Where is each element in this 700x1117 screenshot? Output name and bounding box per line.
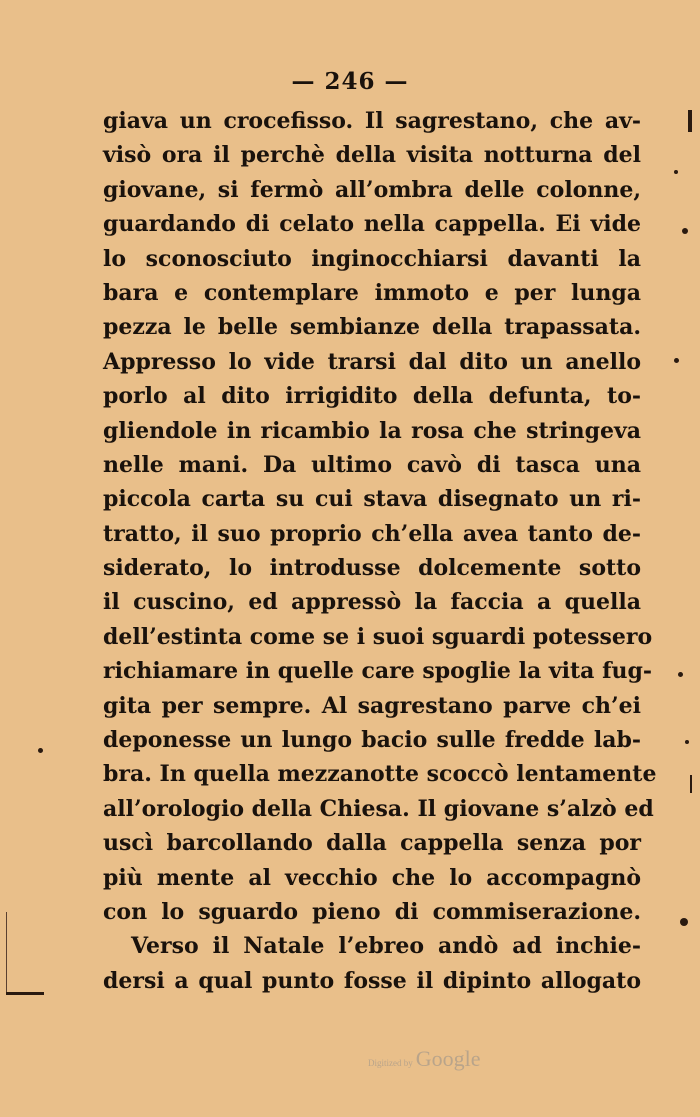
scan-speck — [685, 740, 689, 744]
body-text — [103, 104, 657, 998]
text-line: gliendole in ricambio la rosa che stringeva — [103, 417, 641, 444]
digitized-watermark — [368, 1046, 481, 1072]
text-line: richiamare in quelle care spoglie la vita fug- — [103, 658, 653, 685]
text-line: deponesse un lungo bacio sulle fredde lab- — [103, 727, 641, 754]
text-line: giava un crocefisso. Il sagrestano, che av- — [103, 108, 641, 134]
watermark-small-text: Digitized by — [368, 1058, 413, 1068]
watermark-logo-text: Google — [415, 1046, 481, 1071]
text-line: siderato, lo introdusse dolcemente sotto — [103, 555, 641, 582]
text-line: bara e contemplare immoto e per lunga — [103, 279, 641, 306]
text-line: all’orologio della Chiesa. Il giovane s’alzò ed — [103, 795, 654, 822]
text-line: guardando di celato nella cappella. Ei vide — [103, 211, 641, 238]
text-line: dell’estinta come se i suoi sguardi potessero — [103, 623, 653, 650]
text-line: piccola carta su cui stava disegnato un ri- — [103, 486, 641, 513]
scan-speck — [674, 170, 678, 174]
scan-speck — [38, 748, 43, 753]
text-line: porlo al dito irrigidito della defunta, to- — [103, 383, 641, 410]
paragraph-1 — [103, 104, 657, 929]
text-line: pezza le belle sembianze della trapassata. — [103, 314, 641, 341]
scan-speck — [678, 672, 683, 677]
scan-speck — [680, 918, 688, 926]
text-line: con lo sguardo pieno di commiserazione. — [103, 898, 641, 925]
scan-mark — [6, 992, 44, 995]
scan-mark — [690, 775, 692, 793]
text-line: nelle mani. Da ultimo cavò di tasca una — [103, 451, 641, 478]
page-number: — 246 — — [291, 68, 409, 95]
text-line: dersi a qual punto fosse il dipinto allogato — [103, 967, 641, 994]
scan-mark — [688, 110, 692, 132]
text-line: Verso il Natale l’ebreo andò ad inchie- — [131, 933, 641, 960]
text-line: più mente al vecchio che lo accompagnò — [103, 864, 641, 891]
scan-speck — [674, 358, 679, 363]
text-line: bra. In quella mezzanotte scoccò lentamente — [103, 761, 657, 788]
text-line: tratto, il suo proprio ch’ella avea tanto de- — [103, 520, 641, 547]
text-line: Appresso lo vide trarsi dal dito un anello — [103, 348, 641, 375]
text-line: giovane, si fermò all’ombra delle colonne, — [103, 176, 641, 203]
scan-speck — [682, 228, 688, 234]
text-line: gita per sempre. Al sagrestano parve ch’ei — [103, 692, 641, 719]
text-line: lo sconosciuto inginocchiarsi davanti la — [103, 245, 641, 272]
text-line: uscì barcollando dalla cappella senza por — [103, 830, 641, 857]
paragraph-2 — [103, 929, 641, 998]
text-line: visò ora il perchè della visita notturna del — [103, 142, 641, 169]
text-line: il cuscino, ed appressò la faccia a quella — [103, 589, 641, 616]
scan-mark — [6, 912, 7, 992]
